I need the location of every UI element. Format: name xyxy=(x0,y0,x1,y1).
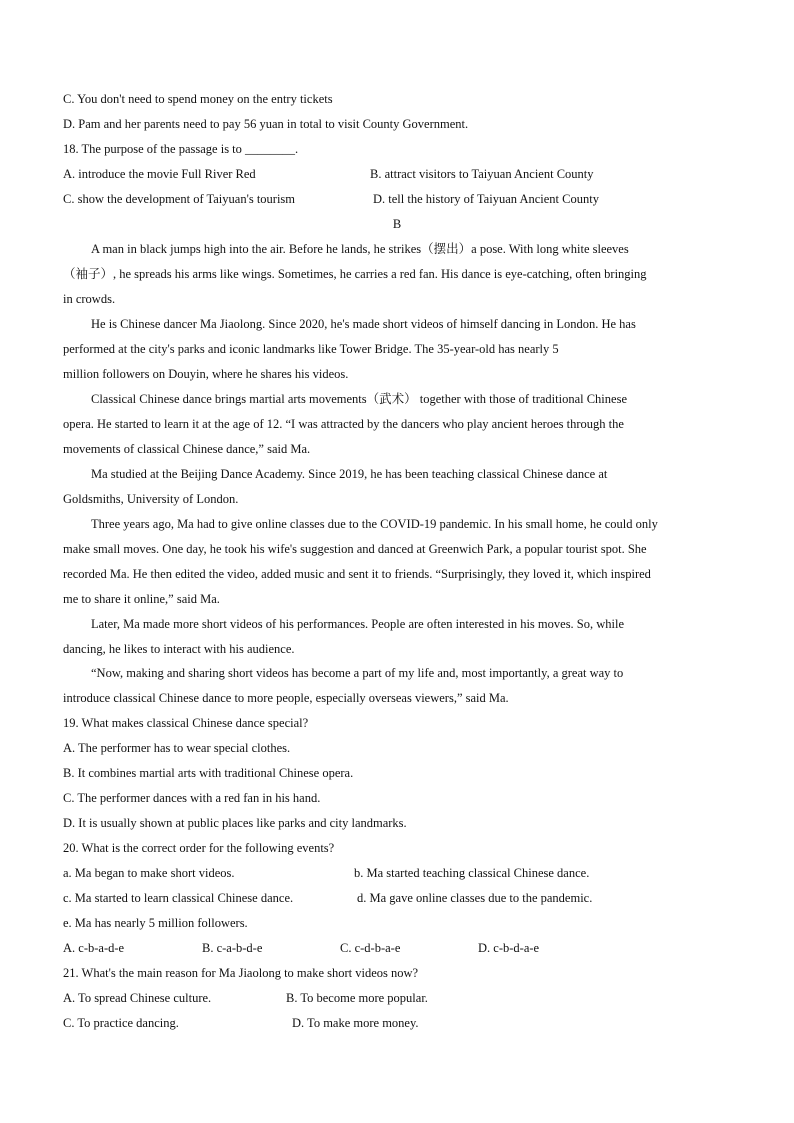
passage-p1-line1: A man in black jumps high into the air. Before he lands, he strikes（摆出）a pose. With long white sleeves xyxy=(91,242,629,256)
passage-p6-line2: dancing, he likes to interact with his audience. xyxy=(63,642,295,656)
passage-p3-line1: Classical Chinese dance brings martial arts movements（武术） together with those of traditional Chinese xyxy=(91,392,627,406)
q21-option-a: A. To spread Chinese culture. xyxy=(63,991,212,1005)
q21-option-b: B. To become more popular. xyxy=(286,991,428,1005)
q20-option-c: C. c-d-b-a-e xyxy=(340,941,401,955)
q19-option-c: C. The performer dances with a red fan in his hand. xyxy=(63,791,321,805)
passage-p4-line1: Ma studied at the Beijing Dance Academy. Since 2019, he has been teaching classical Chinese dance at xyxy=(91,467,608,481)
q19-option-b: B. It combines martial arts with traditional Chinese opera. xyxy=(63,766,354,780)
q17-option-c: C. You don't need to spend money on the entry tickets xyxy=(63,92,333,106)
q18-option-c: C. show the development of Taiyuan's tourism xyxy=(63,192,296,206)
passage-p5-line2: make small moves. One day, he took his wife's suggestion and danced at Greenwich Park, a popular tourist spot. She xyxy=(63,542,647,556)
passage-p3-line3: movements of classical Chinese dance,” said Ma. xyxy=(63,442,311,456)
q19-stem: 19. What makes classical Chinese dance special? xyxy=(63,716,309,730)
q18-option-a: A. introduce the movie Full River Red xyxy=(63,167,256,181)
passage-p7-line1: “Now, making and sharing short videos has become a part of my life and, most importantly, a great way to xyxy=(91,666,624,680)
passage-p2-line3: million followers on Douyin, where he shares his videos. xyxy=(63,367,349,381)
passage-p2-line2: performed at the city's parks and iconic landmarks like Tower Bridge. The 35-year-old has nearly 5 xyxy=(63,342,559,356)
q20-option-a: A. c-b-a-d-e xyxy=(63,941,125,955)
passage-p3-line2: opera. He started to learn it at the age of 12. “I was attracted by the dancers who play ancient heroes through the xyxy=(63,417,624,431)
q20-event-a: a. Ma began to make short videos. xyxy=(63,866,235,880)
q20-event-c: c. Ma started to learn classical Chinese dance. xyxy=(63,891,294,905)
q20-stem: 20. What is the correct order for the following events? xyxy=(63,841,335,855)
q20-option-b: B. c-a-b-d-e xyxy=(202,941,263,955)
q18-option-d: D. tell the history of Taiyuan Ancient County xyxy=(373,192,599,206)
q20-event-d: d. Ma gave online classes due to the pandemic. xyxy=(357,891,593,905)
q20-event-e: e. Ma has nearly 5 million followers. xyxy=(63,916,248,930)
q18-stem: 18. The purpose of the passage is to ________. xyxy=(63,142,299,156)
q21-option-d: D. To make more money. xyxy=(292,1016,419,1030)
passage-p5-line3: recorded Ma. He then edited the video, added music and sent it to friends. “Surprisingly, they loved it, which inspired xyxy=(63,567,651,581)
passage-p5-line1: Three years ago, Ma had to give online classes due to the COVID-19 pandemic. In his small home, he could only xyxy=(91,517,658,531)
passage-p7-line2: introduce classical Chinese dance to more people, especially overseas viewers,” said Ma. xyxy=(63,691,509,705)
passage-p1-line3: in crowds. xyxy=(63,292,116,306)
q20-option-d: D. c-b-d-a-e xyxy=(478,941,540,955)
passage-p4-line2: Goldsmiths, University of London. xyxy=(63,492,239,506)
q19-option-a: A. The performer has to wear special clothes. xyxy=(63,741,291,755)
passage-p2-line1: He is Chinese dancer Ma Jiaolong. Since 2020, he's made short videos of himself dancing in London. He has xyxy=(91,317,636,331)
passage-p1-line2: （袖子）, he spreads his arms like wings. Sometimes, he carries a red fan. His dance is eye-catching, often bringing xyxy=(63,267,647,281)
q21-option-c: C. To practice dancing. xyxy=(63,1016,179,1030)
q18-option-b: B. attract visitors to Taiyuan Ancient County xyxy=(370,167,594,181)
q21-stem: 21. What's the main reason for Ma Jiaolong to make short videos now? xyxy=(63,966,419,980)
q17-option-d: D. Pam and her parents need to pay 56 yuan in total to visit County Government. xyxy=(63,117,469,131)
passage-p5-line4: me to share it online,” said Ma. xyxy=(63,592,220,606)
q19-option-d: D. It is usually shown at public places like parks and city landmarks. xyxy=(63,816,407,830)
section-heading: B xyxy=(392,217,402,231)
passage-p6-line1: Later, Ma made more short videos of his performances. People are often interested in his moves. So, while xyxy=(91,617,625,631)
q20-event-b: b. Ma started teaching classical Chinese dance. xyxy=(354,866,590,880)
